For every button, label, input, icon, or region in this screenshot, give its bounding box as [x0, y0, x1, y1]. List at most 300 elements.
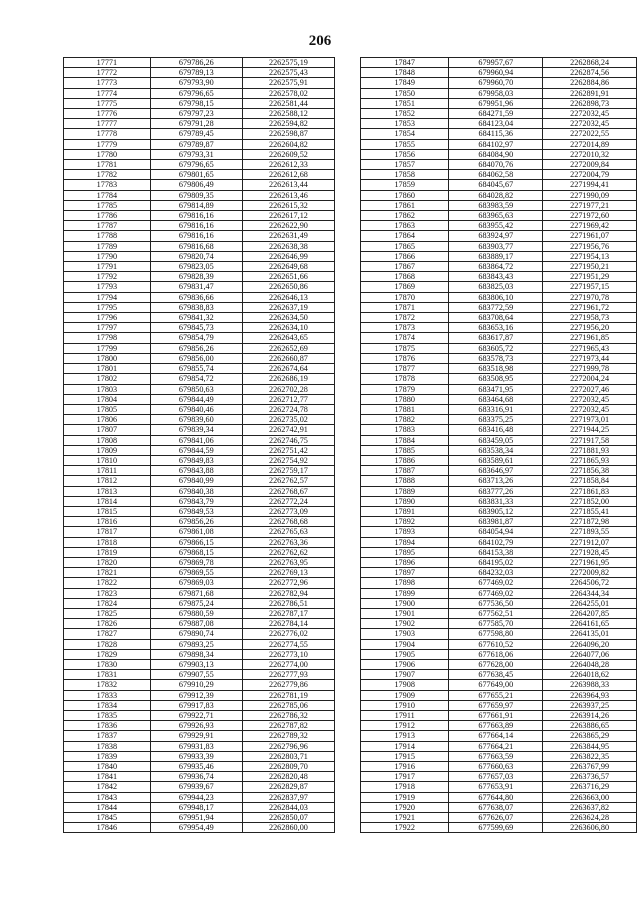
- y-coordinate-cell: 2264077,06: [543, 649, 637, 659]
- y-coordinate-cell: 2271973,01: [543, 415, 637, 425]
- x-coordinate-cell: 679861,08: [150, 527, 242, 537]
- table-row: [361, 425, 637, 435]
- y-coordinate-cell: 2262652,69: [242, 343, 334, 353]
- page-number: 206: [308, 33, 332, 49]
- point-number-cell: 17890: [361, 496, 449, 506]
- x-coordinate-cell: 683518,98: [449, 364, 543, 374]
- y-coordinate-cell: 2262776,02: [242, 629, 334, 639]
- x-coordinate-cell: 683772,59: [449, 302, 543, 312]
- y-coordinate-cell: 2262884,86: [543, 78, 637, 88]
- x-coordinate-cell: 679809,35: [150, 190, 242, 200]
- x-coordinate-cell: 679844,59: [150, 445, 242, 455]
- table-row: [361, 241, 637, 251]
- x-coordinate-cell: 679898,34: [150, 649, 242, 659]
- y-coordinate-cell: 2262860,00: [242, 823, 334, 833]
- x-coordinate-cell: 679801,65: [150, 170, 242, 180]
- y-coordinate-cell: 2262772,96: [242, 578, 334, 588]
- y-coordinate-cell: 2262820,48: [242, 772, 334, 782]
- table-row: [361, 455, 637, 465]
- point-number-cell: 17885: [361, 445, 449, 455]
- x-coordinate-cell: 679838,83: [150, 302, 242, 312]
- y-coordinate-cell: 2271858,84: [543, 476, 637, 486]
- table-row: [64, 506, 335, 516]
- table-row: [64, 200, 335, 210]
- point-number-cell: 17897: [361, 568, 449, 578]
- x-coordinate-cell: 677536,50: [449, 598, 543, 608]
- y-coordinate-cell: 2271965,43: [543, 343, 637, 353]
- x-coordinate-cell: 679839,60: [150, 415, 242, 425]
- table-row: [361, 762, 637, 772]
- table-row: [64, 598, 335, 608]
- point-number-cell: 17869: [361, 282, 449, 292]
- y-coordinate-cell: 2271881,93: [543, 445, 637, 455]
- table-row: [361, 506, 637, 516]
- table-row: [64, 58, 335, 68]
- y-coordinate-cell: 2262613,44: [242, 180, 334, 190]
- x-coordinate-cell: 677657,03: [449, 772, 543, 782]
- table-row: [64, 751, 335, 761]
- y-coordinate-cell: 2262759,17: [242, 466, 334, 476]
- y-coordinate-cell: 2271912,07: [543, 537, 637, 547]
- x-coordinate-cell: 679903,13: [150, 659, 242, 669]
- y-coordinate-cell: 2264018,62: [543, 670, 637, 680]
- x-coordinate-cell: 679843,79: [150, 496, 242, 506]
- point-number-cell: 17921: [361, 813, 449, 823]
- x-coordinate-cell: 677469,02: [449, 588, 543, 598]
- point-number-cell: 17870: [361, 292, 449, 302]
- y-coordinate-cell: 2262622,90: [242, 221, 334, 231]
- x-coordinate-cell: 679820,74: [150, 251, 242, 261]
- table-row: [361, 160, 637, 170]
- y-coordinate-cell: 2262779,86: [242, 680, 334, 690]
- point-number-cell: 17776: [64, 109, 151, 119]
- x-coordinate-cell: 677626,07: [449, 813, 543, 823]
- x-coordinate-cell: 677664,14: [449, 731, 543, 741]
- x-coordinate-cell: 679789,45: [150, 129, 242, 139]
- table-row: [64, 139, 335, 149]
- table-row: [64, 170, 335, 180]
- x-coordinate-cell: 679868,15: [150, 547, 242, 557]
- y-coordinate-cell: 2262850,07: [242, 813, 334, 823]
- table-row: [64, 221, 335, 231]
- x-coordinate-cell: 677610,52: [449, 639, 543, 649]
- point-number-cell: 17847: [361, 58, 449, 68]
- point-number-cell: 17828: [64, 639, 151, 649]
- y-coordinate-cell: 2271990,09: [543, 190, 637, 200]
- point-number-cell: 17803: [64, 384, 151, 394]
- table-row: [361, 78, 637, 88]
- point-number-cell: 17777: [64, 119, 151, 129]
- y-coordinate-cell: 2272022,55: [543, 129, 637, 139]
- table-row: [361, 619, 637, 629]
- x-coordinate-cell: 679856,26: [150, 517, 242, 527]
- point-number-cell: 17806: [64, 415, 151, 425]
- point-number-cell: 17807: [64, 425, 151, 435]
- y-coordinate-cell: 2271852,00: [543, 496, 637, 506]
- x-coordinate-cell: 683646,97: [449, 466, 543, 476]
- y-coordinate-cell: 2262754,92: [242, 455, 334, 465]
- point-number-cell: 17903: [361, 629, 449, 639]
- table-row: [64, 680, 335, 690]
- point-number-cell: 17906: [361, 659, 449, 669]
- y-coordinate-cell: 2262803,71: [242, 751, 334, 761]
- x-coordinate-cell: 679910,29: [150, 680, 242, 690]
- table-row: [64, 160, 335, 170]
- x-coordinate-cell: 677644,80: [449, 792, 543, 802]
- table-row: [361, 68, 637, 78]
- table-row: [64, 588, 335, 598]
- point-number-cell: 17853: [361, 119, 449, 129]
- point-number-cell: 17887: [361, 466, 449, 476]
- y-coordinate-cell: 2262686,19: [242, 374, 334, 384]
- y-coordinate-cell: 2264255,01: [543, 598, 637, 608]
- table-row: [64, 149, 335, 159]
- x-coordinate-cell: 684153,38: [449, 547, 543, 557]
- y-coordinate-cell: 2264344,34: [543, 588, 637, 598]
- y-coordinate-cell: 2262774,55: [242, 639, 334, 649]
- x-coordinate-cell: 683375,25: [449, 415, 543, 425]
- table-row: [64, 711, 335, 721]
- y-coordinate-cell: 2262837,97: [242, 792, 334, 802]
- point-number-cell: 17791: [64, 262, 151, 272]
- y-coordinate-cell: 2262786,51: [242, 598, 334, 608]
- coordinate-table-left: [63, 57, 335, 833]
- x-coordinate-cell: 677663,89: [449, 721, 543, 731]
- y-coordinate-cell: 2271861,83: [543, 486, 637, 496]
- y-coordinate-cell: 2262809,70: [242, 762, 334, 772]
- y-coordinate-cell: 2262650,86: [242, 282, 334, 292]
- x-coordinate-cell: 679796,65: [150, 160, 242, 170]
- table-row: [64, 731, 335, 741]
- y-coordinate-cell: 2262763,95: [242, 557, 334, 567]
- point-number-cell: 17854: [361, 129, 449, 139]
- x-coordinate-cell: 684123,04: [449, 119, 543, 129]
- point-number-cell: 17912: [361, 721, 449, 731]
- y-coordinate-cell: 2262612,68: [242, 170, 334, 180]
- point-number-cell: 17881: [361, 404, 449, 414]
- x-coordinate-cell: 684102,97: [449, 139, 543, 149]
- point-number-cell: 17855: [361, 139, 449, 149]
- y-coordinate-cell: 2263767,99: [543, 762, 637, 772]
- point-number-cell: 17919: [361, 792, 449, 802]
- table-row: [64, 333, 335, 343]
- x-coordinate-cell: 679854,72: [150, 374, 242, 384]
- x-coordinate-cell: 679951,94: [150, 813, 242, 823]
- point-number-cell: 17861: [361, 200, 449, 210]
- table-row: [64, 241, 335, 251]
- x-coordinate-cell: 677660,63: [449, 762, 543, 772]
- point-number-cell: 17809: [64, 445, 151, 455]
- point-number-cell: 17826: [64, 619, 151, 629]
- table-row: [361, 149, 637, 159]
- x-coordinate-cell: 679849,53: [150, 506, 242, 516]
- y-coordinate-cell: 2272010,32: [543, 149, 637, 159]
- x-coordinate-cell: 679816,16: [150, 211, 242, 221]
- point-number-cell: 17835: [64, 711, 151, 721]
- y-coordinate-cell: 2263937,25: [543, 700, 637, 710]
- table-row: [361, 547, 637, 557]
- y-coordinate-cell: 2262786,32: [242, 711, 334, 721]
- y-coordinate-cell: 2262702,28: [242, 384, 334, 394]
- y-coordinate-cell: 2262768,67: [242, 486, 334, 496]
- y-coordinate-cell: 2262638,38: [242, 241, 334, 251]
- point-number-cell: 17851: [361, 98, 449, 108]
- point-number-cell: 17787: [64, 221, 151, 231]
- table-row: [64, 486, 335, 496]
- x-coordinate-cell: 679797,23: [150, 109, 242, 119]
- y-coordinate-cell: 2262581,44: [242, 98, 334, 108]
- x-coordinate-cell: 679871,68: [150, 588, 242, 598]
- x-coordinate-cell: 683806,10: [449, 292, 543, 302]
- y-coordinate-cell: 2271961,85: [543, 333, 637, 343]
- point-number-cell: 17788: [64, 231, 151, 241]
- point-number-cell: 17825: [64, 608, 151, 618]
- y-coordinate-cell: 2263663,00: [543, 792, 637, 802]
- y-coordinate-cell: 2262575,19: [242, 58, 334, 68]
- y-coordinate-cell: 2263914,26: [543, 711, 637, 721]
- table-row: [361, 772, 637, 782]
- point-number-cell: 17910: [361, 700, 449, 710]
- table-row: [64, 435, 335, 445]
- table-row: [361, 629, 637, 639]
- x-coordinate-cell: 679839,34: [150, 425, 242, 435]
- point-number-cell: 17778: [64, 129, 151, 139]
- x-coordinate-cell: 679929,91: [150, 731, 242, 741]
- x-coordinate-cell: 677618,06: [449, 649, 543, 659]
- table-row: [361, 700, 637, 710]
- y-coordinate-cell: 2262578,02: [242, 88, 334, 98]
- table-row: [361, 251, 637, 261]
- x-coordinate-cell: 679793,90: [150, 78, 242, 88]
- y-coordinate-cell: 2262774,00: [242, 659, 334, 669]
- point-number-cell: 17863: [361, 221, 449, 231]
- point-number-cell: 17857: [361, 160, 449, 170]
- y-coordinate-cell: 2262777,93: [242, 670, 334, 680]
- point-number-cell: 17823: [64, 588, 151, 598]
- point-number-cell: 17849: [361, 78, 449, 88]
- x-coordinate-cell: 683538,34: [449, 445, 543, 455]
- table-row: [361, 282, 637, 292]
- x-coordinate-cell: 684045,67: [449, 180, 543, 190]
- y-coordinate-cell: 2262898,73: [543, 98, 637, 108]
- y-coordinate-cell: 2263988,33: [543, 680, 637, 690]
- x-coordinate-cell: 683508,95: [449, 374, 543, 384]
- table-row: [64, 323, 335, 333]
- table-row: [361, 170, 637, 180]
- table-row: [64, 823, 335, 833]
- x-coordinate-cell: 684054,94: [449, 527, 543, 537]
- point-number-cell: 17797: [64, 323, 151, 333]
- table-row: [361, 741, 637, 751]
- point-number-cell: 17798: [64, 333, 151, 343]
- point-number-cell: 17775: [64, 98, 151, 108]
- x-coordinate-cell: 679960,70: [449, 78, 543, 88]
- y-coordinate-cell: 2262637,19: [242, 302, 334, 312]
- point-number-cell: 17836: [64, 721, 151, 731]
- table-row: [361, 415, 637, 425]
- y-coordinate-cell: 2262844,03: [242, 802, 334, 812]
- y-coordinate-cell: 2262765,63: [242, 527, 334, 537]
- x-coordinate-cell: 683843,43: [449, 272, 543, 282]
- point-number-cell: 17891: [361, 506, 449, 516]
- point-number-cell: 17812: [64, 476, 151, 486]
- x-coordinate-cell: 683965,63: [449, 211, 543, 221]
- x-coordinate-cell: 679791,28: [150, 119, 242, 129]
- point-number-cell: 17842: [64, 782, 151, 792]
- table-row: [361, 802, 637, 812]
- point-number-cell: 17829: [64, 649, 151, 659]
- x-coordinate-cell: 677638,07: [449, 802, 543, 812]
- table-row: [361, 109, 637, 119]
- point-number-cell: 17878: [361, 374, 449, 384]
- table-row: [361, 670, 637, 680]
- point-number-cell: 17771: [64, 58, 151, 68]
- y-coordinate-cell: 2271865,93: [543, 455, 637, 465]
- x-coordinate-cell: 679789,87: [150, 139, 242, 149]
- x-coordinate-cell: 684195,02: [449, 557, 543, 567]
- point-number-cell: 17858: [361, 170, 449, 180]
- y-coordinate-cell: 2262615,32: [242, 200, 334, 210]
- table-row: [64, 109, 335, 119]
- point-number-cell: 17832: [64, 680, 151, 690]
- point-number-cell: 17814: [64, 496, 151, 506]
- point-number-cell: 17821: [64, 568, 151, 578]
- y-coordinate-cell: 2271977,21: [543, 200, 637, 210]
- y-coordinate-cell: 2271856,38: [543, 466, 637, 476]
- x-coordinate-cell: 679933,39: [150, 751, 242, 761]
- point-number-cell: 17917: [361, 772, 449, 782]
- x-coordinate-cell: 684070,76: [449, 160, 543, 170]
- y-coordinate-cell: 2263606,80: [543, 823, 637, 833]
- x-coordinate-cell: 683889,17: [449, 251, 543, 261]
- x-coordinate-cell: 677663,59: [449, 751, 543, 761]
- point-number-cell: 17907: [361, 670, 449, 680]
- point-number-cell: 17893: [361, 527, 449, 537]
- point-number-cell: 17914: [361, 741, 449, 751]
- table-row: [64, 537, 335, 547]
- x-coordinate-cell: 684062,58: [449, 170, 543, 180]
- table-row: [64, 119, 335, 129]
- y-coordinate-cell: 2271994,41: [543, 180, 637, 190]
- point-number-cell: 17860: [361, 190, 449, 200]
- y-coordinate-cell: 2264506,72: [543, 578, 637, 588]
- y-coordinate-cell: 2263716,29: [543, 782, 637, 792]
- table-row: [361, 557, 637, 567]
- point-number-cell: 17845: [64, 813, 151, 823]
- point-number-cell: 17877: [361, 364, 449, 374]
- table-row: [64, 425, 335, 435]
- x-coordinate-cell: 679939,67: [150, 782, 242, 792]
- point-number-cell: 17784: [64, 190, 151, 200]
- x-coordinate-cell: 684102,79: [449, 537, 543, 547]
- point-number-cell: 17834: [64, 700, 151, 710]
- point-number-cell: 17811: [64, 466, 151, 476]
- y-coordinate-cell: 2262646,99: [242, 251, 334, 261]
- point-number-cell: 17827: [64, 629, 151, 639]
- table-row: [64, 802, 335, 812]
- point-number-cell: 17916: [361, 762, 449, 772]
- table-row: [361, 445, 637, 455]
- table-row: [361, 578, 637, 588]
- point-number-cell: 17799: [64, 343, 151, 353]
- point-number-cell: 17909: [361, 690, 449, 700]
- point-number-cell: 17918: [361, 782, 449, 792]
- table-row: [64, 782, 335, 792]
- x-coordinate-cell: 679854,79: [150, 333, 242, 343]
- x-coordinate-cell: 683903,77: [449, 241, 543, 251]
- x-coordinate-cell: 679880,59: [150, 608, 242, 618]
- y-coordinate-cell: 2262643,65: [242, 333, 334, 343]
- table-row: [64, 670, 335, 680]
- y-coordinate-cell: 2271970,78: [543, 292, 637, 302]
- x-coordinate-cell: 677661,91: [449, 711, 543, 721]
- point-number-cell: 17850: [361, 88, 449, 98]
- x-coordinate-cell: 679960,94: [449, 68, 543, 78]
- point-number-cell: 17780: [64, 149, 151, 159]
- x-coordinate-cell: 679814,89: [150, 200, 242, 210]
- x-coordinate-cell: 679869,78: [150, 557, 242, 567]
- y-coordinate-cell: 2264207,85: [543, 608, 637, 618]
- point-number-cell: 17895: [361, 547, 449, 557]
- point-number-cell: 17856: [361, 149, 449, 159]
- point-number-cell: 17898: [361, 578, 449, 588]
- y-coordinate-cell: 2271951,29: [543, 272, 637, 282]
- x-coordinate-cell: 683713,26: [449, 476, 543, 486]
- point-number-cell: 17815: [64, 506, 151, 516]
- table-row: [361, 119, 637, 129]
- table-row: [361, 711, 637, 721]
- x-coordinate-cell: 679843,88: [150, 466, 242, 476]
- y-coordinate-cell: 2264048,28: [543, 659, 637, 669]
- point-number-cell: 17886: [361, 455, 449, 465]
- y-coordinate-cell: 2262762,62: [242, 547, 334, 557]
- x-coordinate-cell: 677655,21: [449, 690, 543, 700]
- point-number-cell: 17816: [64, 517, 151, 527]
- x-coordinate-cell: 679836,66: [150, 292, 242, 302]
- point-number-cell: 17808: [64, 435, 151, 445]
- x-coordinate-cell: 683905,12: [449, 506, 543, 516]
- x-coordinate-cell: 683708,64: [449, 313, 543, 323]
- y-coordinate-cell: 2271956,20: [543, 323, 637, 333]
- table-row: [361, 782, 637, 792]
- point-number-cell: 17872: [361, 313, 449, 323]
- x-coordinate-cell: 684271,59: [449, 109, 543, 119]
- point-number-cell: 17920: [361, 802, 449, 812]
- table-row: [361, 537, 637, 547]
- x-coordinate-cell: 683464,68: [449, 394, 543, 404]
- x-coordinate-cell: 679855,74: [150, 364, 242, 374]
- table-row: [64, 384, 335, 394]
- y-coordinate-cell: 2271958,73: [543, 313, 637, 323]
- table-row: [361, 343, 637, 353]
- table-row: [64, 619, 335, 629]
- point-number-cell: 17830: [64, 659, 151, 669]
- x-coordinate-cell: 683955,42: [449, 221, 543, 231]
- table-row: [361, 98, 637, 108]
- x-coordinate-cell: 683777,26: [449, 486, 543, 496]
- y-coordinate-cell: 2262874,56: [543, 68, 637, 78]
- point-number-cell: 17833: [64, 690, 151, 700]
- point-number-cell: 17801: [64, 364, 151, 374]
- point-number-cell: 17802: [64, 374, 151, 384]
- y-coordinate-cell: 2263637,82: [543, 802, 637, 812]
- y-coordinate-cell: 2262604,82: [242, 139, 334, 149]
- y-coordinate-cell: 2262773,09: [242, 506, 334, 516]
- y-coordinate-cell: 2271928,45: [543, 547, 637, 557]
- x-coordinate-cell: 679893,25: [150, 639, 242, 649]
- table-row: [64, 690, 335, 700]
- point-number-cell: 17852: [361, 109, 449, 119]
